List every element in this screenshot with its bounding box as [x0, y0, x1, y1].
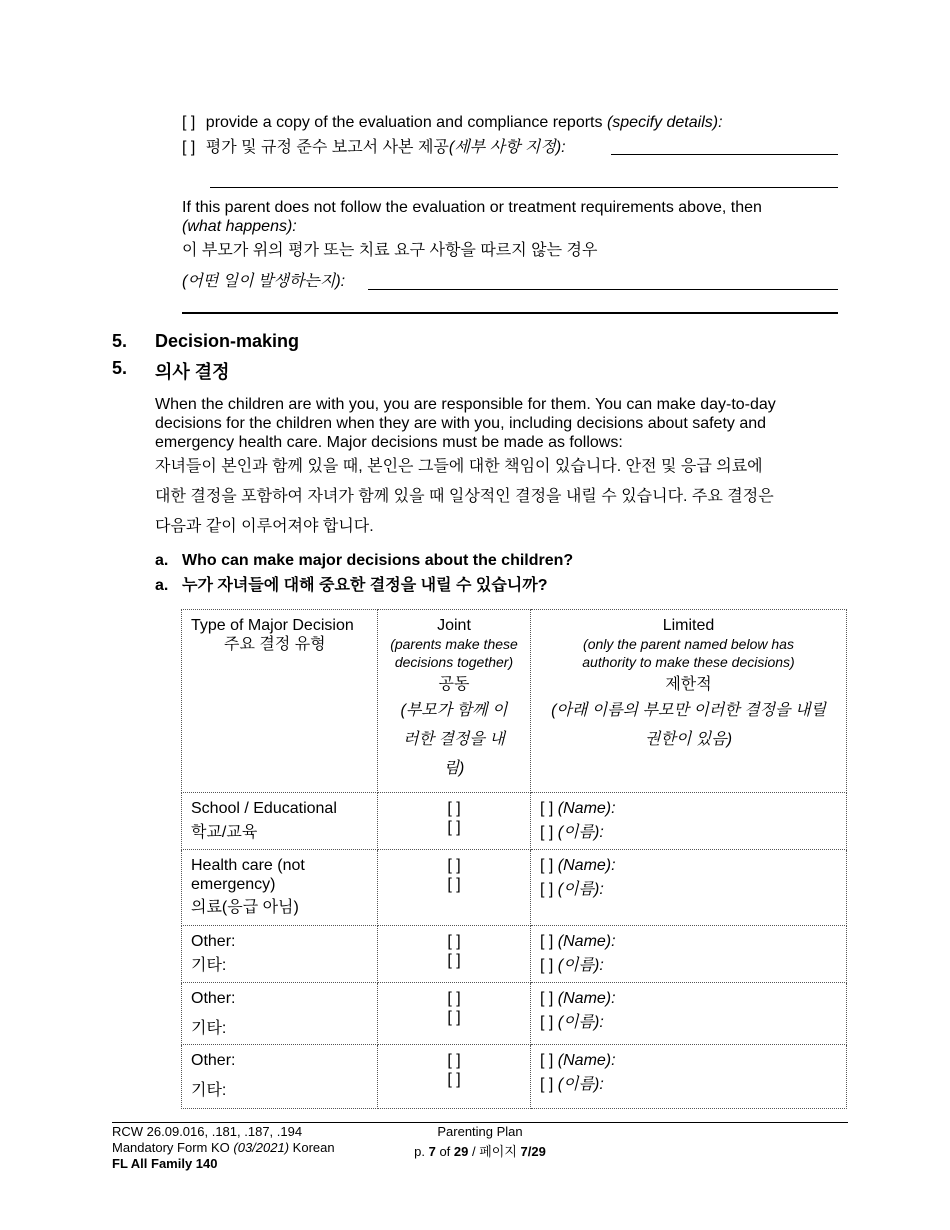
- sub-letter: a.: [155, 577, 169, 594]
- row-type-ko: 의료(응급 아님): [191, 899, 299, 916]
- row-type-en: Other:: [191, 1052, 236, 1069]
- subheading-ko: [155, 576, 548, 595]
- row-joint: [378, 850, 531, 926]
- joint-checkbox[interactable]: [ ]: [447, 857, 461, 874]
- intro-ko-1: 자녀들이 본인과 함께 있을 때, 본인은 그들에 대한 책임이 있습니다. 안전 및 응급 의료에: [155, 458, 763, 475]
- header-limited: [531, 610, 847, 793]
- name-label-ko: (이름):: [557, 824, 604, 841]
- section-heading-ko: [0, 358, 950, 382]
- section-heading-en: [0, 331, 950, 355]
- footer-center: [380, 1124, 580, 1160]
- joint-checkbox[interactable]: [ ]: [447, 876, 461, 893]
- footer-doc-title: Parenting Plan: [437, 1124, 523, 1139]
- header-joint-desc-en: (parents make these decisions together): [390, 636, 518, 670]
- header-type: [182, 610, 378, 793]
- row-joint: [378, 793, 531, 850]
- header-joint-ko: 공동: [438, 676, 470, 693]
- header-joint-desc-ko: (부모가 함께 이러한 결정을 내림): [400, 702, 508, 777]
- section-title-en: Decision-making: [155, 331, 300, 351]
- name-label-ko: (이름):: [557, 1014, 604, 1031]
- row-type: [182, 926, 378, 983]
- table-row: [182, 793, 847, 850]
- section-number: 5.: [112, 358, 128, 378]
- header-limited-desc-ko: (아래 이름의 부모만 이러한 결정을 내릴 권한이 있음): [551, 702, 826, 748]
- table-row: [182, 926, 847, 983]
- section-title-ko: 의사 결정: [155, 362, 230, 382]
- row-type-ko: 기타:: [191, 957, 227, 974]
- row-type: [182, 983, 378, 1045]
- limited-checkbox[interactable]: [ ]: [540, 1014, 554, 1031]
- footer-form-id: FL All Family 140: [112, 1156, 218, 1171]
- row-type: [182, 1045, 378, 1109]
- limited-checkbox[interactable]: [ ]: [540, 1052, 554, 1069]
- header-type-en: Type of Major Decision: [191, 617, 354, 634]
- row-type-en: Other:: [191, 933, 236, 950]
- row-joint: [378, 1045, 531, 1109]
- name-label-en: (Name):: [557, 933, 616, 950]
- table-header-row: [182, 610, 847, 793]
- name-label-en: (Name):: [557, 990, 616, 1007]
- name-label-en: (Name):: [557, 857, 616, 874]
- joint-checkbox[interactable]: [ ]: [447, 819, 461, 836]
- what-happens-field[interactable]: [368, 289, 838, 290]
- intro-ko-3: 다음과 같이 이루어져야 합니다.: [155, 518, 374, 535]
- limited-checkbox[interactable]: [ ]: [540, 881, 554, 898]
- if-not-follow-en: If this parent does not follow the evaluation or treatment requirements above, then: [182, 199, 762, 216]
- intro-en: When the children are with you, you are responsible for them. You can make day-to-day decisions for the children when they are with you, including decisions about safety and emergency health care. Major decisions must be made as follows:: [155, 396, 776, 451]
- eval-copy-en-specify: (specify details):: [606, 114, 723, 131]
- joint-checkbox[interactable]: [ ]: [447, 1052, 461, 1069]
- joint-checkbox[interactable]: [ ]: [447, 990, 461, 1007]
- intro-ko-2: 대한 결정을 포함하여 자녀가 함께 있을 때 일상적인 결정을 내릴 수 있습니다. 주요 결정은: [155, 488, 774, 505]
- specify-details-field-2[interactable]: [210, 187, 838, 188]
- limited-checkbox[interactable]: [ ]: [540, 857, 554, 874]
- row-joint: [378, 983, 531, 1045]
- what-happens-en: (what happens):: [182, 218, 297, 235]
- joint-checkbox[interactable]: [ ]: [447, 952, 461, 969]
- sub-question-ko: 누가 자녀들에 대해 중요한 결정을 내릴 수 있습니까?: [182, 577, 548, 594]
- name-label-en: (Name):: [557, 1052, 616, 1069]
- name-label-ko: (이름):: [557, 1076, 604, 1093]
- if-not-follow-ko: 이 부모가 위의 평가 또는 치료 요구 사항을 따르지 않는 경우: [182, 242, 598, 259]
- header-type-ko: 주요 결정 유형: [224, 636, 326, 653]
- row-type-en: Other:: [191, 990, 236, 1007]
- row-type-ko: 학교/교육: [191, 824, 258, 841]
- limited-checkbox[interactable]: [ ]: [540, 1076, 554, 1093]
- table-row: [182, 983, 847, 1045]
- header-limited-en: Limited: [662, 617, 715, 634]
- joint-checkbox[interactable]: [ ]: [447, 1009, 461, 1026]
- row-limited: [531, 793, 847, 850]
- table-row: [182, 850, 847, 926]
- limited-checkbox[interactable]: [ ]: [540, 957, 554, 974]
- what-happens-field-2[interactable]: [182, 312, 838, 314]
- row-type-en: School / Educational: [191, 800, 337, 817]
- footer-rcw: RCW 26.09.016, .181, .187, .194: [112, 1124, 303, 1139]
- row-type: [182, 793, 378, 850]
- sub-letter: a.: [155, 552, 169, 569]
- section-number: 5.: [112, 331, 128, 351]
- eval-copy-ko-specify: (세부 사항 지정):: [448, 139, 566, 156]
- footer-page: p. 7 of 29 / 페이지 7/29: [414, 1144, 546, 1159]
- row-limited: [531, 850, 847, 926]
- joint-checkbox[interactable]: [ ]: [447, 933, 461, 950]
- eval-copy-ko: 평가 및 규정 준수 보고서 사본 제공: [205, 139, 449, 156]
- row-joint: [378, 926, 531, 983]
- header-joint-en: Joint: [437, 617, 471, 634]
- row-type-en: Health care (not emergency): [191, 857, 305, 893]
- row-type: [182, 850, 378, 926]
- limited-checkbox[interactable]: [ ]: [540, 933, 554, 950]
- limited-checkbox[interactable]: [ ]: [540, 990, 554, 1007]
- eval-copy-en: provide a copy of the evaluation and compliance reports: [205, 114, 603, 131]
- limited-checkbox[interactable]: [ ]: [540, 824, 554, 841]
- row-type-ko: 기타:: [191, 1082, 227, 1099]
- eval-copy-ko-line: [182, 138, 566, 157]
- joint-checkbox[interactable]: [ ]: [447, 1071, 461, 1088]
- sub-question-en: Who can make major decisions about the children?: [182, 552, 574, 569]
- checkbox[interactable]: [ ]: [182, 139, 196, 156]
- footer-left: [112, 1124, 335, 1172]
- table-row: [182, 1045, 847, 1109]
- what-happens-ko: (어떤 일이 발생하는지):: [182, 273, 346, 290]
- footer-form: Mandatory Form KO (03/2021) Korean: [112, 1140, 335, 1155]
- subheading-en: [155, 551, 574, 570]
- eval-copy-en-line: [182, 113, 723, 132]
- name-label-en: (Name):: [557, 800, 616, 817]
- checkbox[interactable]: [ ]: [182, 114, 196, 131]
- footer-divider: [112, 1122, 848, 1123]
- row-limited: [531, 926, 847, 983]
- joint-checkbox[interactable]: [ ]: [447, 800, 461, 817]
- specify-details-field[interactable]: [611, 154, 838, 155]
- header-limited-desc-en: (only the parent named below has authority to make these decisions): [582, 636, 795, 670]
- row-limited: [531, 983, 847, 1045]
- name-label-ko: (이름):: [557, 881, 604, 898]
- row-type-ko: 기타:: [191, 1020, 227, 1037]
- decision-table: [181, 609, 847, 1109]
- limited-checkbox[interactable]: [ ]: [540, 800, 554, 817]
- row-limited: [531, 1045, 847, 1109]
- name-label-ko: (이름):: [557, 957, 604, 974]
- header-joint: [378, 610, 531, 793]
- header-limited-ko: 제한적: [665, 676, 712, 693]
